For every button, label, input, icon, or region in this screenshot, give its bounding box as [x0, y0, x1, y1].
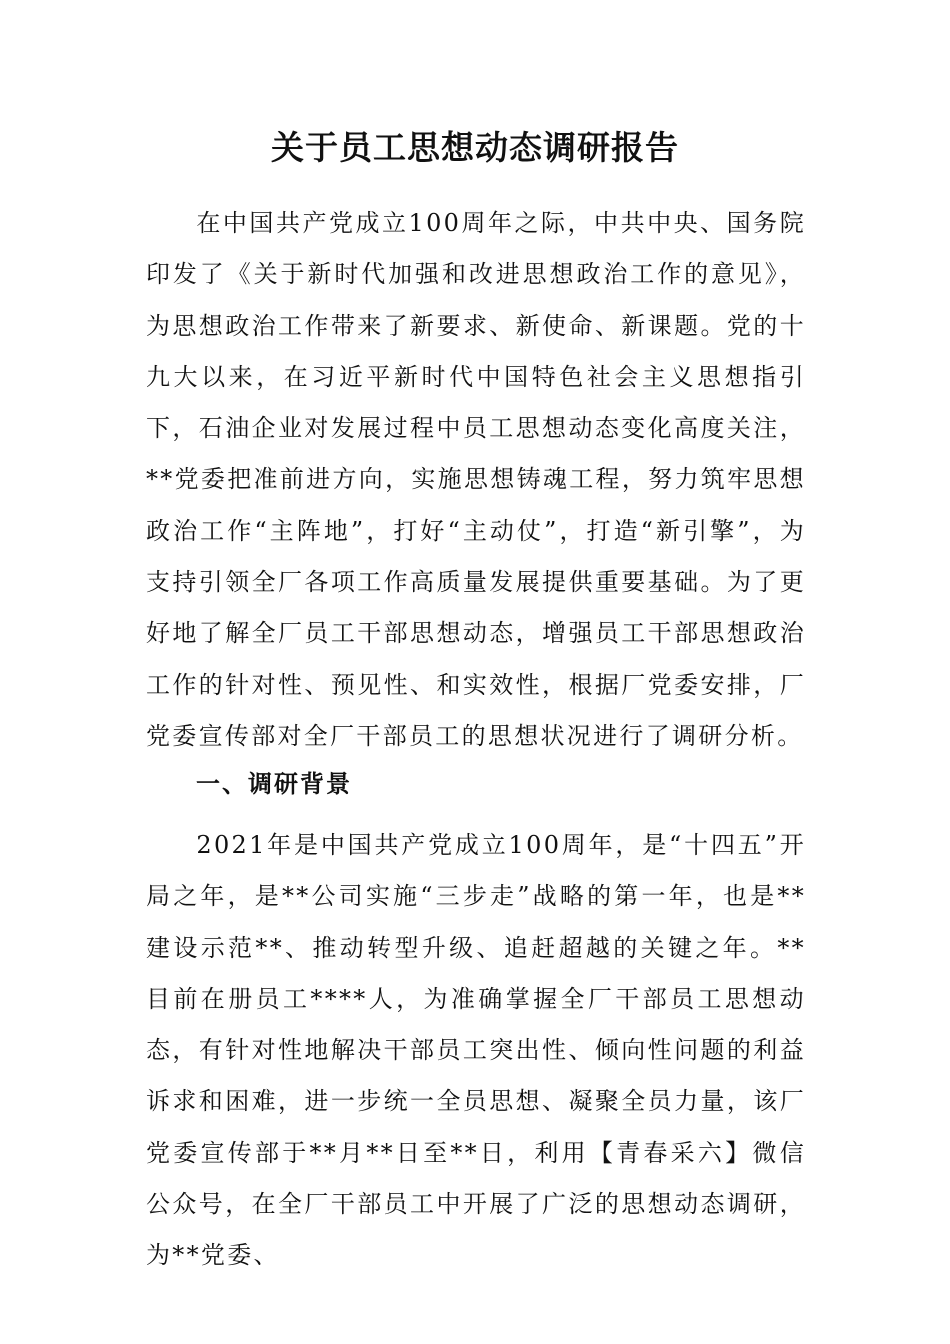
background-paragraph: 2021年是中国共产党成立100周年，是“十四五”开局之年，是**公司实施“三步走”战略的第一年，也是**建设示范**、推动转型升级、追赶超越的关键之年。**目前在册员工****人，为准确掌握全厂干部员工思想动态，有针对性地解决干部员工突出性、倾向性问题的利益诉求和困难，进一步统一全员思想、凝聚全员力量，该厂党委宣传部于**月**日至**日，利用【青春采六】微信公众号，在全厂干部员工中开展了广泛的思想动态调研，为**党委、: [146, 831, 806, 1270]
intro-paragraph-block: [146, 198, 806, 762]
background-paragraph-block: [146, 820, 806, 1282]
section-heading: 一、调研背景: [196, 769, 352, 798]
intro-paragraph: 在中国共产党成立100周年之际，中共中央、国务院印发了《关于新时代加强和改进思想政治工作的意见》，为思想政治工作带来了新要求、新使命、新课题。党的十九大以来，在习近平新时代中国特色社会主义思想指引下，石油企业对发展过程中员工思想动态变化高度关注，**党委把准前进方向，实施思想铸魂工程，努力筑牢思想政治工作“主阵地”，打好“主动仗”，打造“新引擎”，为支持引领全厂各项工作高质量发展提供重要基础。为了更好地了解全厂员工干部思想动态，增强员工干部思想政治工作的针对性、预见性、和实效性，根据厂党委安排，厂党委宣传部对全厂干部员工的思想状况进行了调研分析。: [146, 209, 806, 750]
document-title: 关于员工思想动态调研报告: [271, 128, 679, 167]
